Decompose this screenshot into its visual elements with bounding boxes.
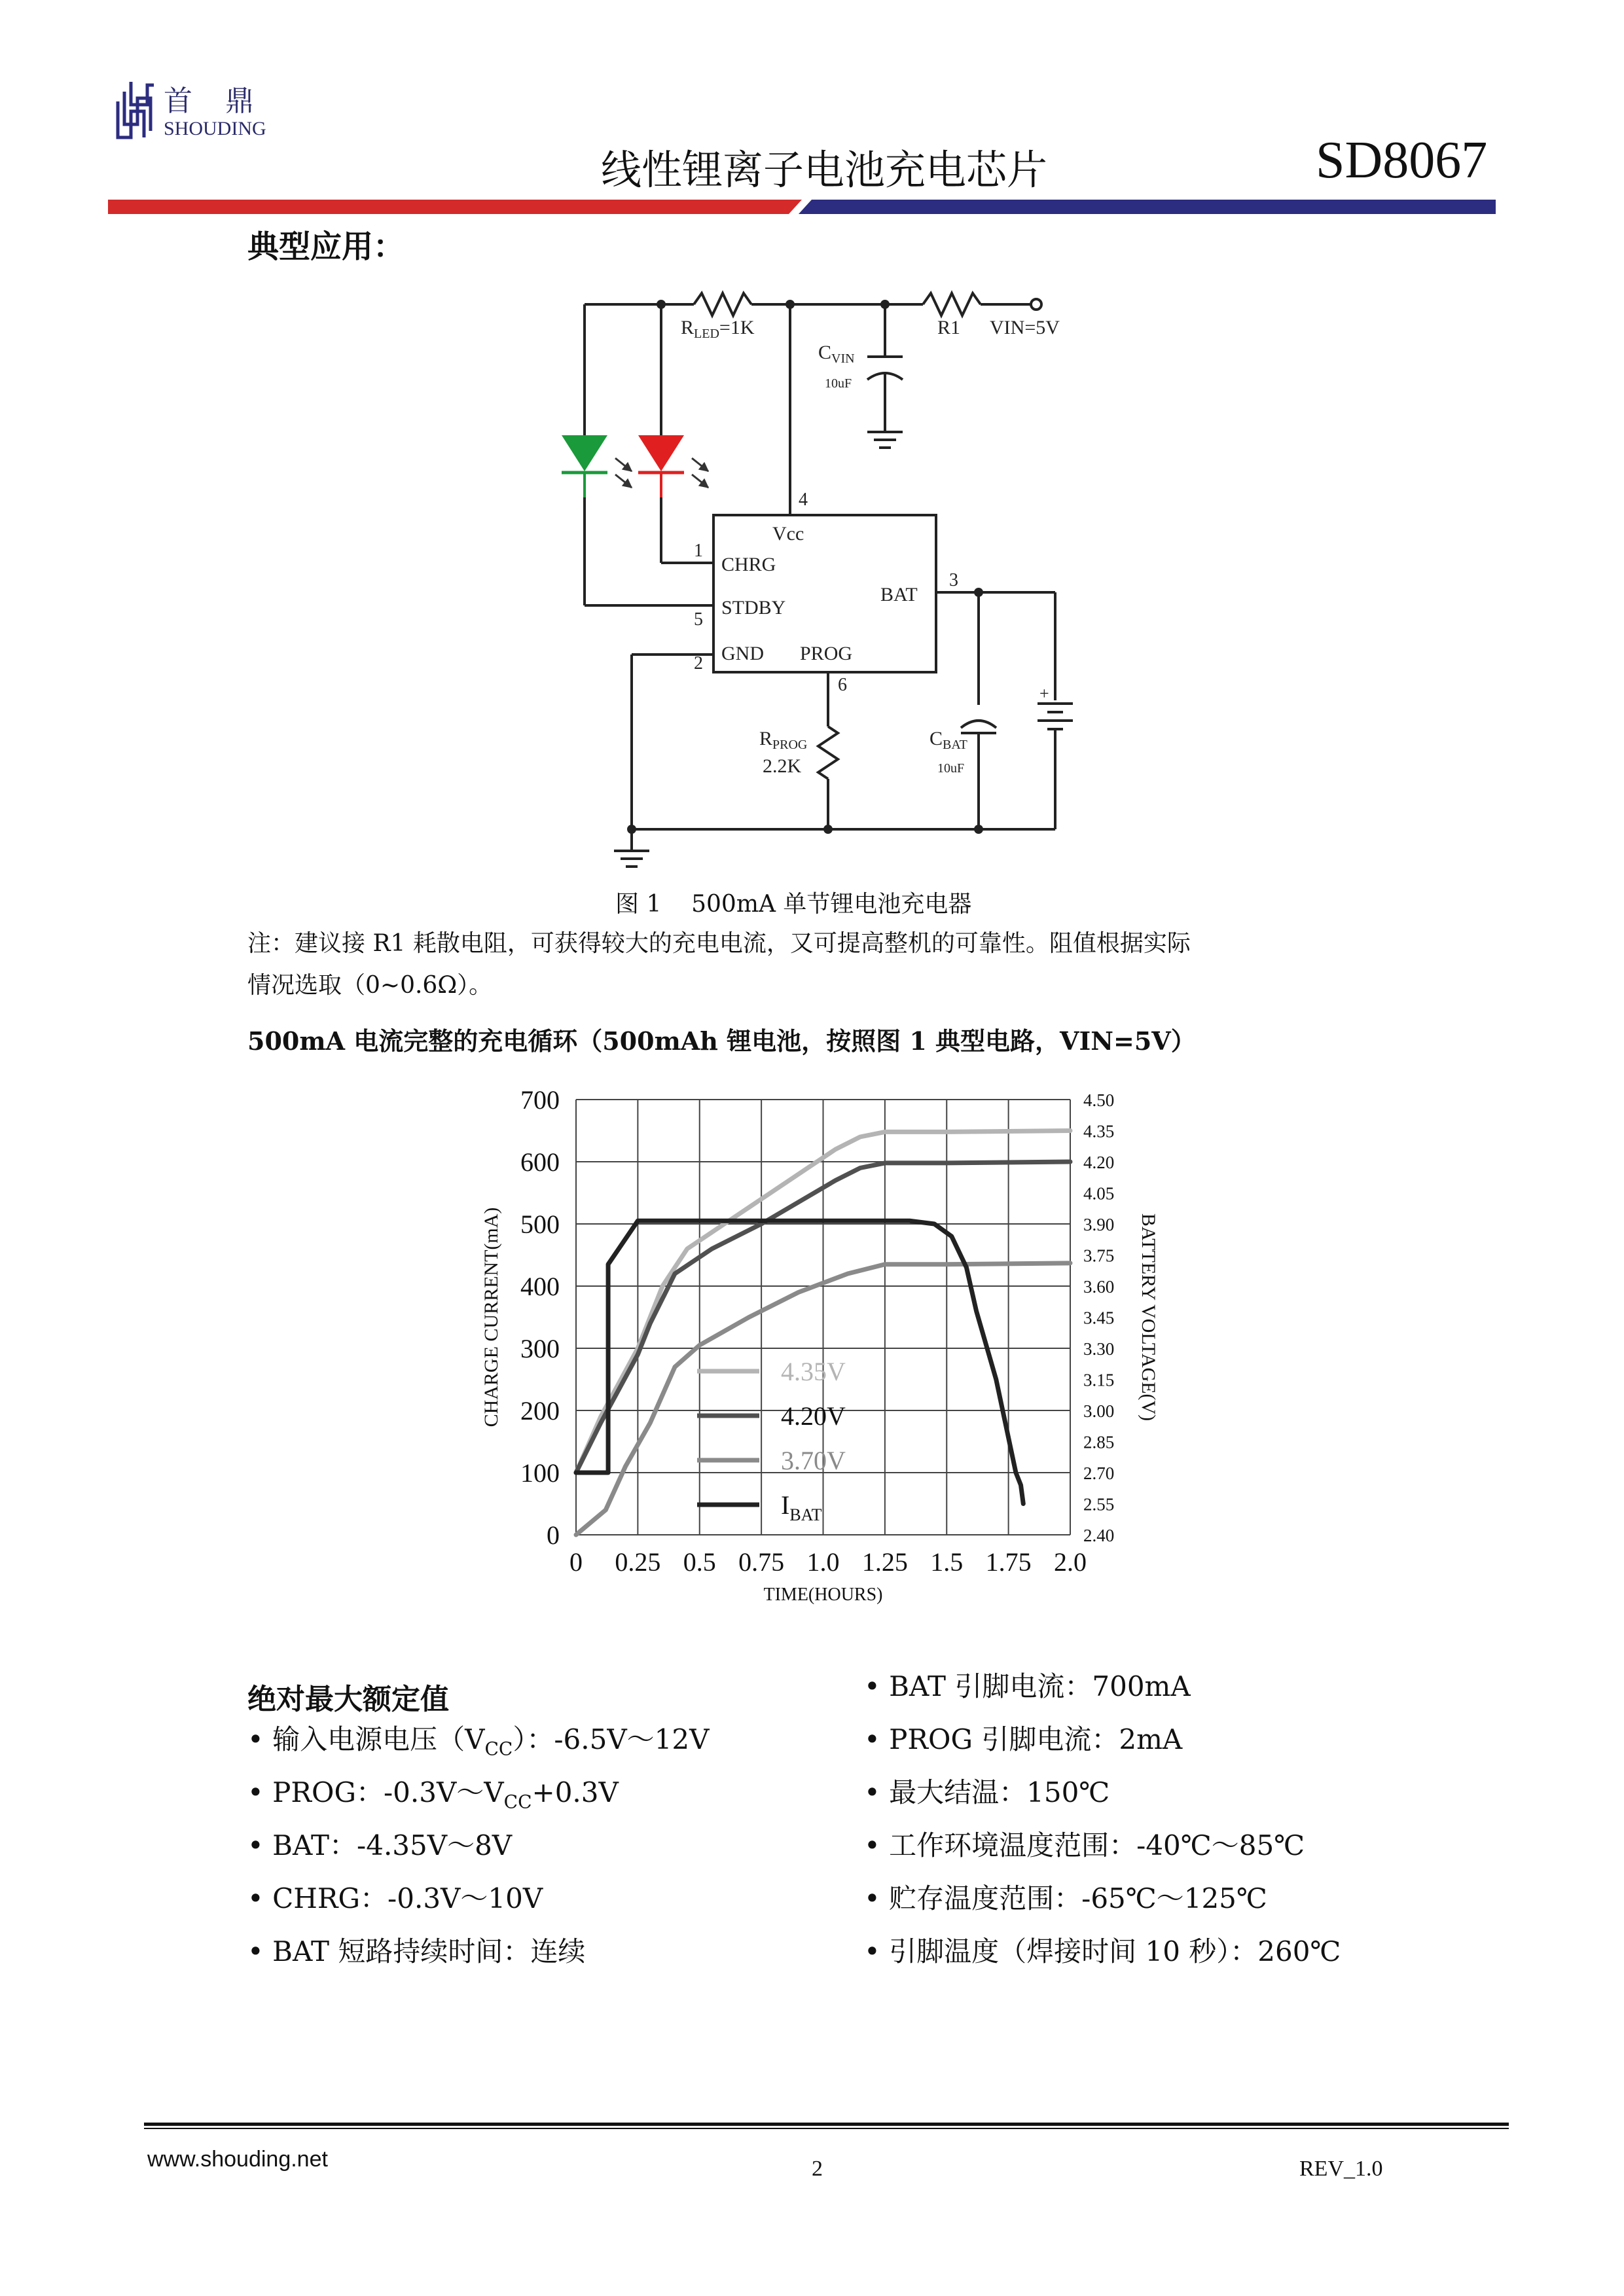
y2-tick-label: 4.35 [1083,1121,1115,1141]
brand-name-chinese: 首 鼎 [164,84,255,118]
vin-label: VIN=5V [990,317,1060,338]
ic-chrg-label: CHRG [721,554,776,575]
x-tick-label: 1.75 [985,1547,1032,1577]
chart-title: 500mA 电流完整的充电循环（500mAh 锂电池，按照图 1 典型电路，VIN=5V） [247,1026,1196,1056]
y-tick-label: 500 [520,1210,560,1239]
rating-right-item: • PROG 引脚电流：2mA [864,1723,1183,1755]
y2-tick-label: 4.05 [1083,1183,1115,1204]
cbat-label: $C_{BAT}$ [929,728,967,752]
ratings-title: 绝对最大额定值 [247,1683,449,1716]
y2-tick-label: 3.30 [1083,1339,1115,1359]
x-tick-label: 2.0 [1054,1547,1087,1577]
y2-tick-label: 3.00 [1083,1401,1115,1421]
rating-right-item: • 贮存温度范围：-65℃～125℃ [864,1882,1267,1914]
rating-right-item: • 工作环境温度范围：-40℃～85℃ [864,1829,1305,1861]
rating-left-item [247,1771,619,1812]
note-line-1: 注：建议接 R1 耗散电阻，可获得较大的充电电流，又可提高整机的可靠性。阻值根据实际 [247,930,1191,957]
y-tick-label: 0 [547,1520,560,1550]
pin-2: 2 [694,653,703,673]
page-number: 2 [812,2157,823,2181]
footer-rule [144,2123,1509,2130]
figure-caption: 图 1 500mA 单节锂电池充电器 [615,891,972,918]
legend-label: $I_{BAT}$ [781,1490,822,1524]
r1-label: R1 [937,317,961,338]
y2-tick-label: 4.50 [1083,1090,1115,1110]
rating-left-item [247,1930,585,1969]
section-title: 典型应用： [247,228,405,265]
y-tick-label: 400 [520,1272,560,1301]
rating-right-item: • BAT 引脚电流：700mA [864,1670,1191,1702]
pin-3: 3 [949,570,958,590]
rating-text: • BAT 短路持续时间：连续 [247,1935,586,1967]
y2-tick-label: 4.20 [1083,1153,1115,1172]
y2-tick-label: 2.85 [1083,1432,1115,1452]
brand-name-english: SHOUDING [164,118,266,139]
legend-label-sub: BAT [789,1505,822,1524]
x-tick-label: 0.75 [738,1547,785,1577]
x-tick-label: 0.25 [615,1547,661,1577]
pin-1: 1 [694,541,703,561]
pin-5: 5 [694,609,703,630]
y2-tick-label: 3.15 [1083,1370,1115,1390]
green-led-icon [562,435,632,497]
rating-subscript: CC [484,1738,513,1760]
y-tick-label: 100 [520,1458,560,1488]
y2-tick-label: 2.55 [1083,1494,1115,1515]
r-led-label: $R_{LED}=1K$ [681,317,755,341]
y-tick-label: 200 [520,1396,560,1426]
rating-value: +0.3V [532,1776,619,1808]
x-tick-label: 0 [569,1547,583,1577]
y2-tick-label: 2.70 [1083,1463,1115,1483]
legend-label: 4.35V [781,1357,846,1386]
y2-tick-label: 3.75 [1083,1246,1115,1266]
cvin-label: $C_{VIN}$ [818,342,855,366]
y-tick-label: 600 [520,1147,560,1177]
rating-left-item [247,1824,512,1863]
y2-tick-label: 3.60 [1083,1277,1115,1297]
footer-website: www.shouding.net [147,2147,328,2172]
part-number: SD8067 [1316,132,1488,189]
x-axis-title: TIME(HOURS) [763,1585,883,1605]
cbat-value: 10uF [937,761,965,776]
rating-text: • BAT：-4.35V～8V [247,1829,513,1861]
y-tick-label: 700 [520,1085,560,1115]
y2-axis-title: BATTERY VOLTAGE(V) [1138,1213,1159,1422]
application-schematic [0,0,1624,903]
revision: REV_1.0 [1299,2157,1383,2181]
rating-value: ）：-6.5V～12V [513,1723,710,1755]
legend-label: 3.70V [781,1446,846,1475]
ic-stdby-label: STDBY [721,597,786,619]
charge-cycle-chart [0,1073,1624,1630]
rating-text: • 输入电源电压（V [247,1723,485,1755]
y-axis-title: CHARGE CURRENT(mA) [480,1207,502,1427]
rating-left-item [247,1718,709,1759]
x-tick-label: 1.5 [930,1547,964,1577]
x-tick-label: 1.25 [861,1547,908,1577]
ic-gnd-label: GND [721,643,764,664]
rating-right-item: • 最大结温：150℃ [864,1776,1110,1808]
rprog-label: $R_{PROG}$ [759,728,808,752]
cvin-value: 10uF [825,376,852,391]
rating-text: • PROG：-0.3V～V [247,1776,504,1808]
x-tick-label: 1.0 [806,1547,840,1577]
rating-subscript: CC [503,1791,532,1813]
rating-right-item: • 引脚温度（焊接时间 10 秒）：260℃ [864,1935,1341,1967]
red-led-icon [638,435,708,497]
note-line-2: 情况选取（0~0.6Ω）。 [247,972,493,999]
pin-6: 6 [838,675,847,695]
document-title: 线性锂离子电池充电芯片 [601,146,1048,194]
rating-text: • CHRG：-0.3V～10V [247,1882,543,1914]
x-tick-label: 0.5 [683,1547,716,1577]
ic-bat-label: BAT [880,584,918,605]
ic-vcc-label: Vcc [772,523,804,545]
y2-tick-label: 3.90 [1083,1215,1115,1234]
y-tick-label: 300 [520,1334,560,1363]
y2-tick-label: 2.40 [1083,1526,1115,1545]
y2-tick-label: 3.45 [1083,1308,1115,1328]
ic-prog-label: PROG [800,643,853,664]
battery-plus: + [1039,684,1049,703]
rating-left-item [247,1877,543,1916]
pin-4: 4 [799,490,808,510]
rprog-value: 2.2K [763,755,802,777]
legend-label: 4.20V [781,1401,846,1431]
